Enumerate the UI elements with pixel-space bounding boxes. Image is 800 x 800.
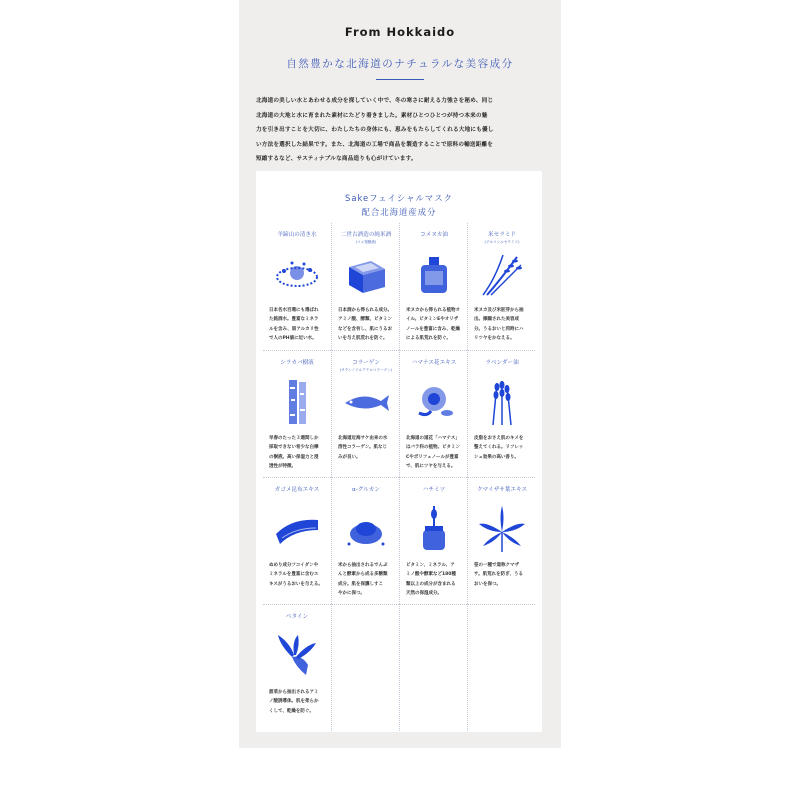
- rose-flower-icon: [409, 377, 459, 427]
- birch-bark-icon: [272, 377, 322, 427]
- ingredient-description: 早春のたった３週間しか 採取できない希少な白樺 の樹液。高い保湿力と浸 透性が特徴。: [269, 436, 319, 470]
- fish-icon: [341, 377, 391, 427]
- ingredient-name: ベタイン: [285, 614, 309, 620]
- ingredient-name: ガゴメ昆布エキス: [274, 487, 320, 493]
- honey-jar-icon: [409, 504, 459, 554]
- empty-grid-cell: [331, 604, 399, 731]
- lavender-icon: [477, 377, 527, 427]
- ingredient-name: ハマナス花エキス: [411, 360, 457, 366]
- ingredient-card: [399, 223, 467, 350]
- ingredient-name: コメヌカ油: [420, 232, 448, 238]
- ingredient-card: [331, 350, 399, 477]
- kelp-icon: [272, 504, 322, 554]
- section-subtitle: 自然豊かな北海道のナチュラルな美容成分: [286, 58, 514, 70]
- ingredient-name: 米セラミド: [488, 232, 516, 238]
- ingredient-description: 笹の一種で道称クマザ サ。肌荒れを防ぎ、うる おいを保つ。: [474, 563, 524, 587]
- ingredient-name: ハチミツ: [422, 487, 446, 493]
- ingredient-description: 北海道近海サケ由来の水 溶性コラーゲン。肌なじ みが良い。: [338, 436, 388, 460]
- sake-box-icon: [341, 249, 391, 299]
- powder-icon: [341, 504, 391, 554]
- intro-line: い方法を選択した結果です。また、北海道の工場で商品を製造することで原料の輸送距離を: [256, 141, 494, 148]
- intro-line: 北海道の大地と水に育まれた素材にたどり着きました。素材ひとつひとつが持つ本来の魅: [256, 112, 488, 119]
- hokkaido-section: [239, 0, 561, 748]
- ingredient-name: コラーゲン: [352, 360, 380, 366]
- empty-grid-cell: [467, 604, 535, 731]
- ingredient-card: [263, 350, 331, 477]
- ingredient-card: [399, 477, 467, 604]
- ingredient-description: 北海道の道花「ハマナス」 はバラ科の植物。ビタミン Cやポリフェノールが豊富 で、肌にツヤを与える。: [406, 436, 460, 470]
- ingredient-card: [263, 477, 331, 604]
- empty-grid-cell: [399, 604, 467, 731]
- ingredient-card: [467, 350, 535, 477]
- ingredient-name: 二世古酒造の純米酒: [340, 232, 392, 238]
- ingredient-description: 皮脂をおさえ肌のキメを 整えてくれる。リフレッ シュ効果の高い香り。: [474, 436, 524, 460]
- intro-line: 力を引き出すことを大切に、わたしたちの身体にも、恵みをもたらしてくれる大地にも優し: [256, 127, 494, 134]
- water-splash-icon: [272, 249, 322, 299]
- ingredient-description: 米から抽出されるでんぷ んと酵素から成る多糖類 成分。肌を保護しすこ やかに保つ。: [338, 563, 388, 597]
- oil-bottle-icon: [409, 249, 459, 299]
- ingredient-note: (グルコシルセラミド): [484, 240, 520, 244]
- sugar-beet-icon: [272, 631, 322, 681]
- ingredient-description: 日本酒から得られる成分。 アミノ酸、酵類、ビタミン などを含有し、肌にうるお いを与え肌荒れを防ぐ。: [338, 308, 392, 342]
- ingredient-name: α-グルカン: [352, 487, 380, 493]
- bamboo-leaf-icon: [477, 504, 527, 554]
- ingredient-card: [399, 350, 467, 477]
- rice-plant-icon: [477, 249, 527, 299]
- ingredient-description: ぬめり成分フコイダンや ミネラルを豊富に含むエ キスがうるおいを与える。: [269, 563, 323, 587]
- ingredient-name: クマイザサ葉エキス: [476, 487, 528, 493]
- ingredient-description: ビタミン、ミネラル、ア ミノ酸や酵素など180種 類以上の成分が含まれる 天然の保湿成分。: [406, 563, 456, 597]
- ingredient-description: 米ヌカ及び米胚芽から抽 出。擦願された美容成 分。うるおいと同時にハ リツヤをかなえる。: [474, 308, 524, 342]
- intro-paragraph: [256, 94, 546, 167]
- intro-line: 北海道の美しい水とあわせる成分を探していく中で、冬の寒さに耐える力強さを秘め、同じ: [256, 98, 494, 104]
- ingredients-card: [256, 171, 542, 732]
- ingredient-name: シラカバ樹液: [280, 360, 314, 366]
- ingredient-name: ラベンダー油: [485, 360, 519, 366]
- ingredient-description: 甜菜から抽出されるアミ ノ酸誘導体。肌を柔らか くして、乾燥を防ぐ。: [269, 690, 319, 714]
- ingredient-card: [467, 223, 535, 350]
- section-title: From Hokkaido: [344, 25, 456, 39]
- ingredient-note: (コメ発酵液): [355, 240, 377, 244]
- intro-line: 短縮するなど、サスティナブルな商品造りも心がけています。: [256, 156, 417, 163]
- card-subtitle: 配合北海道産成分: [361, 207, 437, 217]
- ingredient-description: 米ヌカから得られる植物オ イル。ビタミンEやオリザ ノールを豊富に含み、乾燥 による肌荒れを防ぐ。: [406, 308, 461, 342]
- ingredient-card: [331, 477, 399, 604]
- card-title: Sakeフェイシャルマスク: [345, 193, 453, 203]
- ingredient-card: [263, 223, 331, 350]
- ingredient-description: 日本名水百選にも選ばれ た銘酒水。豊富なミネラ ルを含み、弱アルカリ性 で人のPH値に近い水。: [269, 308, 319, 342]
- title-divider: [376, 79, 424, 80]
- ingredient-card: [467, 477, 535, 604]
- ingredient-note: (サクシノイルアテロコラーゲン): [339, 368, 393, 372]
- ingredient-name: 羊蹄山の清き水: [277, 232, 317, 238]
- ingredient-card: [331, 223, 399, 350]
- ingredient-card: [263, 604, 331, 731]
